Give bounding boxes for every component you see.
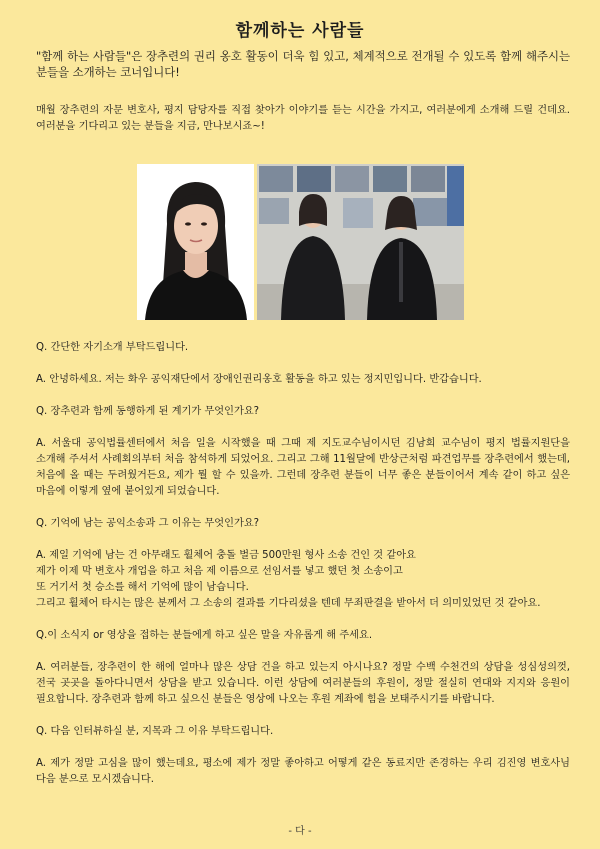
description-text: 매월 장추련의 자문 변호사, 평지 담당자를 직접 찾아가 이야기를 듣는 시간을 가지고, 여러분에게 소개해 드릴 건데요. 여러분을 기다리고 있는 분들을 지금, 만나보시죠~! <box>36 105 570 132</box>
answer <box>36 660 570 708</box>
answer-line: A. 제일 기억에 남는 건 아무래도 휠체어 충돌 벌금 500만원 형사 소송 건인 것 같아요 <box>36 550 416 561</box>
group-photo-illustration <box>257 164 464 320</box>
question: Q. 간단한 자기소개 부탁드립니다. <box>36 342 189 353</box>
answer-line: 그리고 휠체어 타시는 많은 분께서 그 소송의 결과를 기다리셨을 텐데 무죄판결을 받아서 더 의미있었던 것 같아요. <box>36 598 541 609</box>
answer-line: A. 제가 정말 고심을 많이 했는데요, 평소에 제가 정말 좋아하고 어떻게 같은 동료지만 존경하는 우리 김진영 변호사님 다음 분으로 모시겠습니다. <box>36 758 570 785</box>
page-footer: - 다 - <box>288 826 312 837</box>
answer <box>36 548 570 612</box>
answer <box>36 756 570 788</box>
answer-line: 제가 이제 막 변호사 개업을 하고 처음 제 이름으로 선임서를 넣고 했던 첫 소송이고 <box>36 566 403 577</box>
portrait-photo <box>137 164 254 320</box>
answer <box>36 372 570 388</box>
qa-item <box>36 340 570 388</box>
answer-line: A. 여러분들, 장추련이 한 해에 얼마나 많은 상담 건을 하고 있는지 아시나요? 정말 수백 수천건의 상담을 성심성의껏, 전국 곳곳을 돌아다니면서 상담을 받고 있습니다. 이런 상담에 여러분들의 후원이, 정말 절실히 연대와 지지와 응원이 필요합니다. 장추련과 함께 하고 싶으신 분들은 영상에 나오는 후원 계좌에 힘을 보태주시기를 바랍니다. <box>36 662 570 705</box>
question: Q. 기억에 남는 공익소송과 그 이유는 무엇인가요? <box>36 518 260 529</box>
intro-text: "함께 하는 사람들"은 장추련의 권리 옹호 활동이 더욱 힘 있고, 체계적으로 전개될 수 있도록 함께 해주시는 분들을 소개하는 코너입니다! <box>36 49 570 79</box>
question: Q. 다음 인터뷰하실 분, 지목과 그 이유 부탁드립니다. <box>36 726 274 737</box>
group-photo <box>257 164 464 320</box>
question: Q.이 소식지 or 영상을 접하는 분들에게 하고 싶은 말을 자유롭게 해 주세요. <box>36 630 373 641</box>
qa-item <box>36 516 570 612</box>
answer-line: A. 안녕하세요. 저는 화우 공익재단에서 장애인권리옹호 활동을 하고 있는 정지민입니다. 반갑습니다. <box>36 374 482 385</box>
qa-item <box>36 404 570 500</box>
portrait-illustration <box>137 164 254 320</box>
question: Q. 장추련과 함께 동행하게 된 계기가 무엇인가요? <box>36 406 260 417</box>
answer <box>36 436 570 500</box>
answer-line: A. 서울대 공익법률센터에서 처음 일을 시작했을 때 그때 제 지도교수님이시던 김남희 교수님이 평지 법률지원단을 소개해 주셔서 사례회의부터 처음 참석하게 되었어요. 그리고 그해 11월달에 반상근처럼 파견업무를 장추련에서 했는데, 처음에 올 때는 두려웠거든요, 제가 뭘 할 수 있을까. 그런데 장추련 분들이 너무 좋은 분들이어서 계속 같이 하고 싶은 마음에 이렇게 옆에 붙어있게 되었습니다. <box>36 438 570 497</box>
answer-line: 또 거기서 첫 승소를 해서 기억에 많이 남습니다. <box>36 582 249 593</box>
interview-section <box>36 340 570 804</box>
page-title: 함께하는 사람들 <box>235 21 365 41</box>
qa-item <box>36 628 570 708</box>
qa-item <box>36 724 570 788</box>
